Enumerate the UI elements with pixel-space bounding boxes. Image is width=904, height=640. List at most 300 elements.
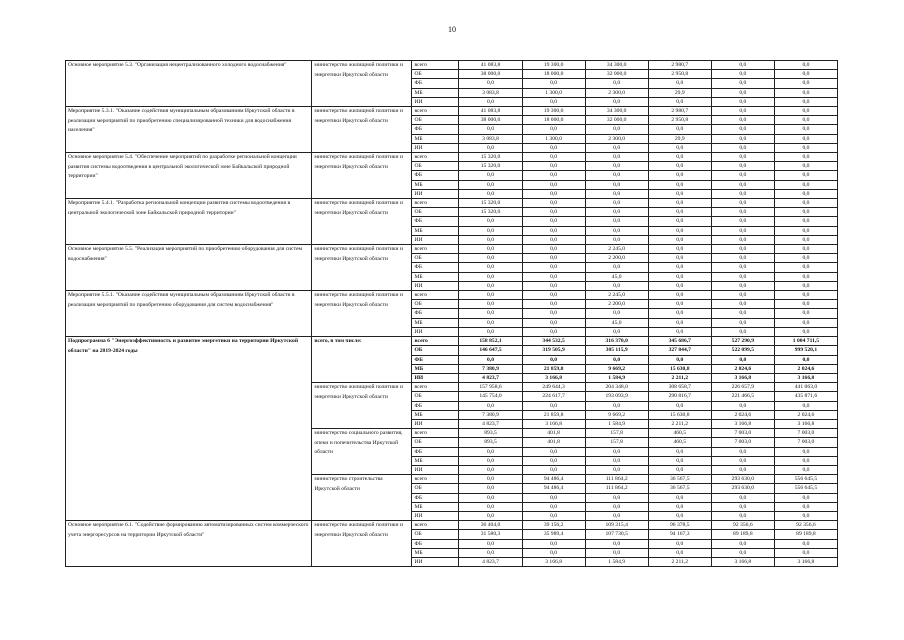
amount-cell: 0,0 (711, 291, 774, 300)
funding-source: ОБ (412, 484, 459, 493)
amount-cell: 107 730,5 (585, 530, 648, 539)
amount-cell: 7 380,9 (459, 410, 522, 419)
funding-source: ФБ (412, 79, 459, 88)
amount-cell: 94 167,3 (648, 530, 711, 539)
amount-cell: 0,0 (459, 189, 522, 198)
funding-source: МБ (412, 364, 459, 373)
amount-cell: 2 024,6 (774, 410, 837, 419)
amount-cell: 36 567,5 (648, 484, 711, 493)
responsible-executor: министерство жилищной политики и энергетики Иркутской области (312, 291, 412, 337)
amount-cell: 0,0 (711, 171, 774, 180)
amount-cell: 249 644,3 (522, 383, 585, 392)
amount-cell: 0,0 (522, 162, 585, 171)
amount-cell: 0,0 (459, 447, 522, 456)
amount-cell: 4 823,7 (459, 557, 522, 566)
amount-cell: 0,0 (648, 208, 711, 217)
amount-cell: 460,5 (648, 429, 711, 438)
amount-cell: 0,0 (711, 199, 774, 208)
amount-cell: 0,0 (459, 456, 522, 465)
amount-cell: 0,0 (711, 318, 774, 327)
amount-cell: 0,0 (648, 548, 711, 557)
amount-cell: 0,0 (585, 226, 648, 235)
activity-description: Мероприятие 5.5.1. "Оказание содействия муниципальным образованиям Иркутской области в реализации мероприятий по приобретению оборудования для систем водоснабжения" (66, 291, 312, 337)
funding-source: ОБ (412, 254, 459, 263)
funding-source: МБ (412, 272, 459, 281)
amount-cell: 2 024,6 (711, 364, 774, 373)
amount-cell: 0,0 (648, 245, 711, 254)
amount-cell: 146 647,5 (459, 346, 522, 355)
amount-cell: 0,0 (711, 327, 774, 336)
amount-cell: 0,0 (648, 254, 711, 263)
activity-description: Мероприятие 5.4.1. "Разработка региональной концепции развития системы водоотведения в центральной экологической зоне Байкальской природной территории" (66, 199, 312, 245)
amount-cell: 0,0 (711, 70, 774, 79)
amount-cell: 39 156,2 (522, 521, 585, 530)
amount-cell: 0,0 (459, 502, 522, 511)
amount-cell: 345 686,7 (648, 337, 711, 346)
amount-cell: 4 823,7 (459, 373, 522, 382)
activity-description: Основное мероприятие 5.3. "Организация нецентрализованного холодного водоснабжения" (66, 61, 312, 107)
amount-cell: 18 000,0 (522, 70, 585, 79)
amount-cell: 0,0 (711, 153, 774, 162)
amount-cell: 3 166,8 (711, 419, 774, 428)
amount-cell: 2 211,2 (648, 419, 711, 428)
responsible-executor: министерство социального развития, опеки и попечительства Иркутской области (312, 429, 412, 475)
funding-source: ИИ (412, 557, 459, 566)
amount-cell: 522 099,5 (711, 346, 774, 355)
amount-cell: 0,0 (711, 254, 774, 263)
amount-cell: 556 645,5 (774, 484, 837, 493)
amount-cell: 0,0 (459, 465, 522, 474)
amount-cell: 0,0 (711, 97, 774, 106)
amount-cell: 0,0 (711, 208, 774, 217)
amount-cell: 3 166,8 (774, 373, 837, 382)
amount-cell: 0,0 (711, 88, 774, 97)
amount-cell: 36 404,0 (459, 521, 522, 530)
amount-cell: 0,0 (459, 79, 522, 88)
amount-cell: 0,0 (459, 171, 522, 180)
activity-description: Подпрограмма 6 "Энергоэффективность и развитие энергетики на территории Иркутской области" на 2019-2024 годы (66, 337, 312, 521)
activity-description: Мероприятие 5.3.1. "Оказание содействия муниципальным образованиям Иркутской области в реализации мероприятий по приобретению специализированной техники для водоснабжения населения" (66, 107, 312, 153)
amount-cell: 0,0 (774, 493, 837, 502)
amount-cell: 0,0 (774, 125, 837, 134)
amount-cell: 0,0 (711, 189, 774, 198)
amount-cell: 0,0 (711, 309, 774, 318)
amount-cell: 0,0 (711, 401, 774, 410)
amount-cell: 0,0 (522, 153, 585, 162)
amount-cell: 0,0 (774, 502, 837, 511)
funding-source: всего (412, 61, 459, 70)
amount-cell: 0,0 (648, 226, 711, 235)
amount-cell: 89 189,8 (711, 530, 774, 539)
funding-source: МБ (412, 318, 459, 327)
amount-cell: 0,0 (522, 456, 585, 465)
responsible-executor: министерство жилищной политики и энергетики Иркутской области (312, 383, 412, 429)
amount-cell: 0,0 (585, 502, 648, 511)
amount-cell: 0,0 (459, 291, 522, 300)
amount-cell: 0,0 (711, 281, 774, 290)
amount-cell: 0,0 (711, 61, 774, 70)
amount-cell: 0,0 (711, 539, 774, 548)
amount-cell: 0,0 (648, 309, 711, 318)
amount-cell: 0,0 (522, 502, 585, 511)
amount-cell: 0,0 (522, 355, 585, 364)
amount-cell: 3 166,8 (522, 557, 585, 566)
amount-cell: 0,0 (459, 300, 522, 309)
amount-cell: 2 980,7 (648, 107, 711, 116)
funding-source: ОБ (412, 392, 459, 401)
amount-cell: 0,0 (522, 125, 585, 134)
amount-cell: 3 166,8 (711, 373, 774, 382)
amount-cell: 0,0 (774, 208, 837, 217)
amount-cell: 0,0 (522, 199, 585, 208)
amount-cell: 0,0 (648, 79, 711, 88)
amount-cell: 0,0 (711, 116, 774, 125)
amount-cell: 0,0 (585, 401, 648, 410)
amount-cell: 0,0 (648, 355, 711, 364)
amount-cell: 0,0 (774, 134, 837, 143)
amount-cell: 999 520,1 (774, 346, 837, 355)
amount-cell: 308 658,7 (648, 383, 711, 392)
amount-cell: 7 003,0 (711, 429, 774, 438)
amount-cell: 0,0 (585, 548, 648, 557)
funding-source: ИИ (412, 189, 459, 198)
amount-cell: 2 200,0 (585, 300, 648, 309)
amount-cell: 111 864,2 (585, 484, 648, 493)
amount-cell: 0,0 (585, 263, 648, 272)
amount-cell: 1 584,9 (585, 557, 648, 566)
amount-cell: 0,0 (522, 511, 585, 520)
amount-cell: 0,0 (711, 107, 774, 116)
amount-cell: 0,0 (522, 291, 585, 300)
amount-cell: 0,0 (522, 254, 585, 263)
funding-source: ИИ (412, 327, 459, 336)
amount-cell: 109 315,4 (585, 521, 648, 530)
amount-cell: 0,0 (522, 300, 585, 309)
amount-cell: 344 532,5 (522, 337, 585, 346)
amount-cell: 0,0 (585, 162, 648, 171)
amount-cell: 38 000,0 (459, 70, 522, 79)
amount-cell: 3 166,8 (522, 373, 585, 382)
amount-cell: 1 300,0 (522, 134, 585, 143)
amount-cell: 4 823,7 (459, 419, 522, 428)
amount-cell: 0,0 (648, 97, 711, 106)
amount-cell: 0,0 (648, 511, 711, 520)
amount-cell: 0,0 (774, 88, 837, 97)
amount-cell: 0,0 (585, 493, 648, 502)
amount-cell: 96 378,5 (648, 521, 711, 530)
amount-cell: 1 584,9 (585, 419, 648, 428)
amount-cell: 89 189,8 (774, 530, 837, 539)
amount-cell: 38 000,0 (459, 116, 522, 125)
amount-cell: 0,0 (648, 263, 711, 272)
amount-cell: 2 024,6 (711, 410, 774, 419)
amount-cell: 0,0 (648, 502, 711, 511)
amount-cell: 7 003,0 (711, 438, 774, 447)
amount-cell: 0,0 (648, 447, 711, 456)
funding-source: ОБ (412, 530, 459, 539)
funding-source: ИИ (412, 419, 459, 428)
funding-source: всего (412, 199, 459, 208)
amount-cell: 0,0 (585, 171, 648, 180)
amount-cell: 41 083,8 (459, 61, 522, 70)
amount-cell: 0,0 (774, 171, 837, 180)
amount-cell: 327 844,7 (648, 346, 711, 355)
amount-cell: 0,0 (774, 97, 837, 106)
amount-cell: 0,0 (459, 539, 522, 548)
amount-cell: 0,0 (459, 281, 522, 290)
amount-cell: 34 300,0 (585, 107, 648, 116)
amount-cell: 0,0 (459, 272, 522, 281)
amount-cell: 19 300,0 (522, 107, 585, 116)
amount-cell: 0,0 (459, 327, 522, 336)
funding-source: ФБ (412, 125, 459, 134)
amount-cell: 0,0 (774, 327, 837, 336)
funding-source: ИИ (412, 465, 459, 474)
amount-cell: 145 754,0 (459, 392, 522, 401)
amount-cell: 0,0 (648, 125, 711, 134)
amount-cell: 0,0 (774, 162, 837, 171)
amount-cell: 0,0 (711, 355, 774, 364)
amount-cell: 0,0 (522, 539, 585, 548)
amount-cell: 0,0 (585, 208, 648, 217)
amount-cell: 3 166,8 (522, 419, 585, 428)
amount-cell: 92 356,6 (774, 521, 837, 530)
amount-cell: 2 024,6 (774, 364, 837, 373)
amount-cell: 9 669,2 (585, 364, 648, 373)
amount-cell: 0,0 (774, 116, 837, 125)
amount-cell: 0,0 (522, 493, 585, 502)
responsible-executor: министерство строительства Иркутской области (312, 475, 412, 521)
amount-cell: 0,0 (522, 171, 585, 180)
amount-cell: 2 950,8 (648, 70, 711, 79)
amount-cell: 0,0 (459, 318, 522, 327)
responsible-executor: министерство жилищной политики и энергетики Иркутской области (312, 199, 412, 245)
funding-source: ФБ (412, 263, 459, 272)
amount-cell: 0,0 (648, 162, 711, 171)
responsible-executor: министерство жилищной политики и энергетики Иркутской области (312, 107, 412, 153)
amount-cell: 158 852,1 (459, 337, 522, 346)
table-row (66, 153, 838, 162)
amount-cell: 3 166,8 (774, 557, 837, 566)
amount-cell: 0,0 (648, 456, 711, 465)
amount-cell: 1 004 711,5 (774, 337, 837, 346)
amount-cell: 0,0 (585, 97, 648, 106)
amount-cell: 0,0 (711, 125, 774, 134)
amount-cell: 29,9 (648, 88, 711, 97)
activity-description: Основное мероприятие 5.4. "Обеспечение мероприятий по разработке региональной концепции развития системы водоотведения в центральной экологической зоне Байкальской природной территории" (66, 153, 312, 199)
amount-cell: 0,0 (648, 217, 711, 226)
amount-cell: 0,0 (648, 281, 711, 290)
amount-cell: 2 211,2 (648, 557, 711, 566)
amount-cell: 0,0 (774, 447, 837, 456)
amount-cell: 0,0 (459, 226, 522, 235)
amount-cell: 441 063,0 (774, 383, 837, 392)
amount-cell: 0,0 (522, 327, 585, 336)
amount-cell: 2 300,0 (585, 88, 648, 97)
funding-source: ИИ (412, 511, 459, 520)
amount-cell: 35 989,4 (522, 530, 585, 539)
amount-cell: 0,0 (585, 511, 648, 520)
activity-description: Основное мероприятие 5.5. "Реализация мероприятий по приобретению оборудования для систем водоснабжения" (66, 245, 312, 291)
amount-cell: 0,0 (459, 511, 522, 520)
amount-cell: 2 950,8 (648, 116, 711, 125)
amount-cell: 0,0 (585, 79, 648, 88)
amount-cell: 0,0 (711, 548, 774, 557)
amount-cell: 0,0 (774, 291, 837, 300)
amount-cell: 0,0 (585, 180, 648, 189)
amount-cell: 15 320,0 (459, 153, 522, 162)
amount-cell: 0,0 (774, 548, 837, 557)
funding-source: МБ (412, 134, 459, 143)
funding-source: МБ (412, 180, 459, 189)
amount-cell: 0,0 (585, 235, 648, 244)
amount-cell: 15 320,0 (459, 208, 522, 217)
amount-cell: 94 486,4 (522, 484, 585, 493)
amount-cell: 2 300,0 (585, 134, 648, 143)
amount-cell: 435 871,6 (774, 392, 837, 401)
amount-cell: 293 630,0 (711, 484, 774, 493)
amount-cell: 9 669,2 (585, 410, 648, 419)
amount-cell: 0,0 (711, 493, 774, 502)
amount-cell: 0,0 (522, 143, 585, 152)
amount-cell: 0,0 (774, 539, 837, 548)
amount-cell: 0,0 (774, 254, 837, 263)
amount-cell: 0,0 (459, 548, 522, 557)
amount-cell: 0,0 (459, 235, 522, 244)
budget-table (65, 60, 838, 567)
amount-cell: 0,0 (711, 134, 774, 143)
table-row (66, 521, 838, 530)
amount-cell: 0,0 (648, 493, 711, 502)
amount-cell: 0,0 (648, 143, 711, 152)
amount-cell: 0,0 (774, 401, 837, 410)
amount-cell: 31 580,3 (459, 530, 522, 539)
amount-cell: 0,0 (522, 235, 585, 244)
amount-cell: 0,0 (774, 226, 837, 235)
amount-cell: 0,0 (459, 263, 522, 272)
amount-cell: 0,0 (711, 143, 774, 152)
amount-cell: 0,0 (459, 493, 522, 502)
funding-source: МБ (412, 410, 459, 419)
amount-cell: 193 093,9 (585, 392, 648, 401)
responsible-executor: министерство жилищной политики и энергетики Иркутской области (312, 521, 412, 567)
amount-cell: 0,0 (585, 153, 648, 162)
funding-source: ОБ (412, 70, 459, 79)
budget-table-body (66, 61, 838, 567)
amount-cell: 0,0 (459, 309, 522, 318)
amount-cell: 0,0 (711, 226, 774, 235)
amount-cell: 316 370,0 (585, 337, 648, 346)
funding-source: ИИ (412, 281, 459, 290)
amount-cell: 2 200,0 (585, 254, 648, 263)
amount-cell: 0,0 (774, 511, 837, 520)
funding-source: ОБ (412, 438, 459, 447)
amount-cell: 0,0 (711, 235, 774, 244)
amount-cell: 0,0 (648, 327, 711, 336)
funding-source: ОБ (412, 162, 459, 171)
amount-cell: 290 816,7 (648, 392, 711, 401)
amount-cell: 0,0 (522, 263, 585, 272)
amount-cell: 0,0 (459, 475, 522, 484)
funding-source: ИИ (412, 373, 459, 382)
amount-cell: 0,0 (522, 401, 585, 410)
responsible-executor: министерство жилищной политики и энергетики Иркутской области (312, 245, 412, 291)
funding-source: ОБ (412, 208, 459, 217)
amount-cell: 0,0 (774, 355, 837, 364)
amount-cell: 0,0 (522, 208, 585, 217)
amount-cell: 45,0 (585, 272, 648, 281)
funding-source: ФБ (412, 309, 459, 318)
amount-cell: 893,5 (459, 429, 522, 438)
funding-source: ИИ (412, 97, 459, 106)
amount-cell: 319 505,9 (522, 346, 585, 355)
amount-cell: 0,0 (774, 79, 837, 88)
amount-cell: 0,0 (774, 153, 837, 162)
amount-cell: 0,0 (522, 309, 585, 318)
table-row (66, 245, 838, 254)
amount-cell: 0,0 (648, 235, 711, 244)
amount-cell: 0,0 (585, 465, 648, 474)
amount-cell: 3 083,8 (459, 134, 522, 143)
amount-cell: 204 348,0 (585, 383, 648, 392)
funding-source: МБ (412, 88, 459, 97)
amount-cell: 0,0 (459, 217, 522, 226)
amount-cell: 94 486,4 (522, 475, 585, 484)
amount-cell: 0,0 (711, 217, 774, 226)
amount-cell: 2 245,0 (585, 291, 648, 300)
amount-cell: 0,0 (774, 180, 837, 189)
amount-cell: 527 290,9 (711, 337, 774, 346)
amount-cell: 18 000,0 (522, 116, 585, 125)
amount-cell: 0,0 (459, 125, 522, 134)
amount-cell: 21 859,8 (522, 364, 585, 373)
amount-cell: 401,8 (522, 429, 585, 438)
amount-cell: 0,0 (648, 318, 711, 327)
amount-cell: 0,0 (459, 355, 522, 364)
amount-cell: 15 630,8 (648, 410, 711, 419)
responsible-executor: всего, в том числе: (312, 337, 412, 383)
amount-cell: 0,0 (522, 180, 585, 189)
funding-source: всего (412, 245, 459, 254)
funding-source: ФБ (412, 447, 459, 456)
funding-source: МБ (412, 548, 459, 557)
amount-cell: 0,0 (522, 465, 585, 474)
amount-cell: 0,0 (648, 539, 711, 548)
amount-cell: 0,0 (711, 245, 774, 254)
amount-cell: 460,5 (648, 438, 711, 447)
amount-cell: 226 657,9 (711, 383, 774, 392)
amount-cell: 0,0 (459, 401, 522, 410)
amount-cell: 305 115,9 (585, 346, 648, 355)
amount-cell: 0,0 (522, 217, 585, 226)
amount-cell: 293 630,0 (711, 475, 774, 484)
amount-cell: 0,0 (774, 70, 837, 79)
funding-source: всего (412, 291, 459, 300)
amount-cell: 0,0 (585, 199, 648, 208)
amount-cell: 32 000,0 (585, 116, 648, 125)
funding-source: ФБ (412, 539, 459, 548)
funding-source: всего (412, 521, 459, 530)
amount-cell: 0,0 (585, 539, 648, 548)
amount-cell: 157 958,6 (459, 383, 522, 392)
amount-cell: 401,8 (522, 438, 585, 447)
funding-source: ИИ (412, 143, 459, 152)
responsible-executor: министерство жилищной политики и энергетики Иркутской области (312, 153, 412, 199)
activity-description: Основное мероприятие 6.1. "Содействие формированию автоматизированных систем коммерческого учета энергоресурсов на территории Иркутской области" (66, 521, 312, 567)
page-number: 10 (448, 25, 456, 34)
amount-cell: 0,0 (648, 401, 711, 410)
funding-source: МБ (412, 456, 459, 465)
